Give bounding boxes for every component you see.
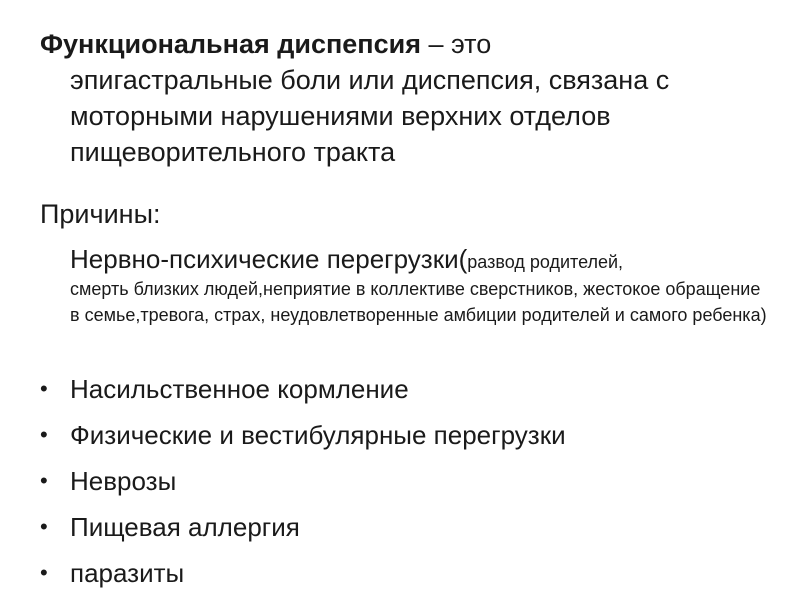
list-item xyxy=(40,412,566,458)
list-item xyxy=(40,504,566,550)
list-item-text: паразиты xyxy=(70,558,185,588)
bullet-icon: • xyxy=(40,422,48,447)
list-item-text: Физические и вестибулярные перегрузки xyxy=(70,420,566,450)
bullet-icon: • xyxy=(40,560,48,585)
nervous-overload-details: смерть близких людей,неприятие в коллективе сверстников, жестокое обращение в семье,тревога, страх, неудовлетворенные амбиции родителей и самого ребенка) xyxy=(70,279,767,325)
definition-text: эпигастральные боли или диспепсия, связана с моторными нарушениями верхних отделов пищеворительного тракта xyxy=(70,65,670,167)
causes-list xyxy=(40,366,566,596)
nervous-overload-details-first: развод родителей, xyxy=(467,252,624,272)
list-item-text: Пищевая аллергия xyxy=(70,512,300,542)
bullet-icon: • xyxy=(40,468,48,493)
list-item xyxy=(40,550,566,596)
definition-term: Функциональная диспепсия xyxy=(40,29,421,59)
causes-heading: Причины: xyxy=(40,199,161,229)
bullet-icon: • xyxy=(40,514,48,539)
list-item xyxy=(40,458,566,504)
definition-dash: – это xyxy=(420,29,492,59)
definition-paragraph xyxy=(40,26,760,170)
nervous-overload-title: Нервно-психические перегрузки( xyxy=(70,244,468,274)
nervous-overload-cause xyxy=(70,242,770,328)
bullet-icon: • xyxy=(40,376,48,401)
list-item-text: Насильственное кормление xyxy=(70,374,409,404)
list-item xyxy=(40,366,566,412)
list-item-text: Неврозы xyxy=(70,466,177,496)
